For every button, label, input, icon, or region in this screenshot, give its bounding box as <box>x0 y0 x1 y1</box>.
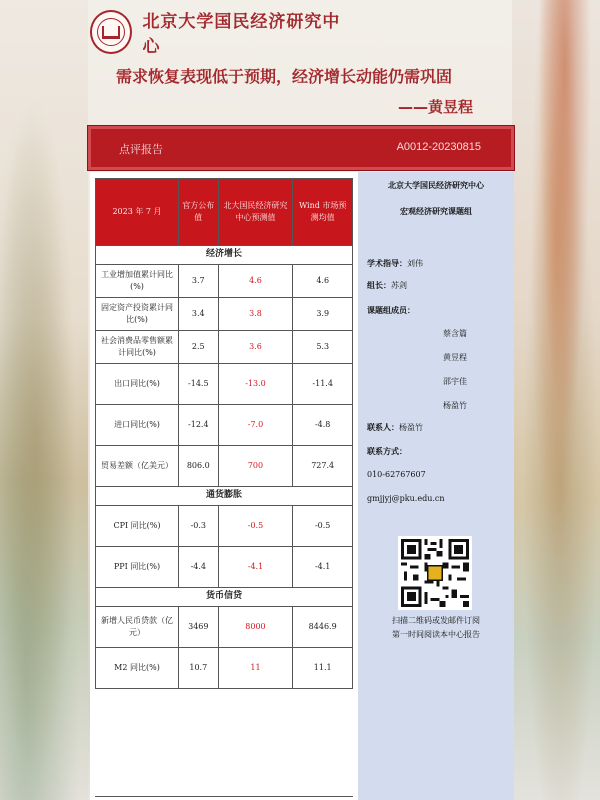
pku-value: -4.1 <box>218 547 293 588</box>
report-type-label: 点评报告 <box>119 143 163 156</box>
official-value: 3.4 <box>179 298 219 331</box>
section-title: 经济增长 <box>96 246 353 265</box>
table-row <box>96 648 353 689</box>
wind-value: -11.4 <box>293 364 353 405</box>
forecast-table <box>95 178 353 689</box>
table-row <box>96 298 353 331</box>
wind-value: -4.8 <box>293 405 353 446</box>
table-row <box>96 607 353 648</box>
official-value: -14.5 <box>179 364 219 405</box>
wind-value: 4.6 <box>293 265 353 298</box>
contact-phone: 010-62767607 <box>367 470 426 479</box>
pku-value: 11 <box>218 648 293 689</box>
table-row <box>96 265 353 298</box>
indicator-name: 社会消费品零售额累计同比(%) <box>96 331 179 364</box>
official-value: 10.7 <box>179 648 219 689</box>
wind-value: 727.4 <box>293 446 353 487</box>
section-title: 通货膨胀 <box>96 487 353 506</box>
table-row <box>96 547 353 588</box>
header-pku-forecast: 北大国民经济研究中心预测值 <box>218 179 293 246</box>
wind-value: 11.1 <box>293 648 353 689</box>
report-author: ——黄昱程 <box>398 98 474 116</box>
background-landscape-left <box>0 0 88 800</box>
pku-value: -0.5 <box>218 506 293 547</box>
leader-line <box>367 280 512 291</box>
wind-value: 5.3 <box>293 331 353 364</box>
header-month: 2023 年 7 月 <box>96 179 179 246</box>
qr-code-icon[interactable] <box>398 536 472 610</box>
report-code: A0012-20230815 <box>396 141 481 153</box>
indicator-name: 新增人民币贷款（亿元） <box>96 607 179 648</box>
advisor-name: 刘伟 <box>407 259 423 268</box>
official-value: -0.3 <box>179 506 219 547</box>
divider <box>95 796 353 797</box>
table-row <box>96 506 353 547</box>
wind-value: -0.5 <box>293 506 353 547</box>
pku-value: -13.0 <box>218 364 293 405</box>
leader-name: 苏剑 <box>391 281 407 290</box>
sidebar-org: 北京大学国民经济研究中心 <box>388 181 484 190</box>
pku-value: 3.8 <box>218 298 293 331</box>
indicator-name: 贸易差额（亿美元） <box>96 446 179 487</box>
header-official: 官方公布值 <box>179 179 219 246</box>
indicator-name: 出口同比(%) <box>96 364 179 405</box>
pku-value: 4.6 <box>218 265 293 298</box>
official-value: 806.0 <box>179 446 219 487</box>
indicator-name: 进口同比(%) <box>96 405 179 446</box>
contact-line <box>367 422 512 433</box>
section-title: 货币信贷 <box>96 588 353 607</box>
indicator-name: M2 同比(%) <box>96 648 179 689</box>
member-name: 邵宇佳 <box>443 377 467 386</box>
leader-label: 组长： <box>367 281 391 290</box>
wind-value: -4.1 <box>293 547 353 588</box>
official-value: -4.4 <box>179 547 219 588</box>
official-value: 2.5 <box>179 331 219 364</box>
indicator-name: PPI 同比(%) <box>96 547 179 588</box>
indicator-name: CPI 同比(%) <box>96 506 179 547</box>
wind-value: 8446.9 <box>293 607 353 648</box>
official-value: 3.7 <box>179 265 219 298</box>
contact-name: 杨盈竹 <box>399 423 423 432</box>
member-name: 杨盈竹 <box>443 401 467 410</box>
advisor-line <box>367 258 512 269</box>
advisor-label: 学术指导： <box>367 259 407 268</box>
pku-seal-icon <box>90 10 132 54</box>
official-value: -12.4 <box>179 405 219 446</box>
members-label: 课题组成员： <box>367 306 415 315</box>
header-wind-forecast: Wind 市场预测均值 <box>293 179 353 246</box>
wind-value: 3.9 <box>293 298 353 331</box>
qr-caption: 扫描二维码或发邮件订阅 第一时间阅读本中心报告 <box>392 616 480 639</box>
indicator-name: 固定资产投资累计同比(%) <box>96 298 179 331</box>
table-row <box>96 405 353 446</box>
pku-value: 700 <box>218 446 293 487</box>
table-row <box>96 331 353 364</box>
pku-value: 8000 <box>218 607 293 648</box>
official-value: 3469 <box>179 607 219 648</box>
logo-text: 北京大学国民经济研究中心 <box>142 12 341 57</box>
indicator-name: 工业增加值累计同比(%) <box>96 265 179 298</box>
center-logo <box>90 10 350 57</box>
background-landscape-right <box>512 0 600 800</box>
contact-label: 联系人： <box>367 423 399 432</box>
member-name: 蔡含篇 <box>443 329 467 338</box>
table-row <box>96 446 353 487</box>
member-name: 黄昱程 <box>443 353 467 362</box>
method-label: 联系方式： <box>367 447 407 456</box>
report-banner <box>88 126 514 170</box>
pku-value: 3.6 <box>218 331 293 364</box>
sidebar-group: 宏观经济研究课题组 <box>400 207 472 216</box>
report-title: 需求恢复表现低于预期，经济增长动能仍需巩固 <box>116 67 453 86</box>
contact-email[interactable]: gmjjyj@pku.edu.cn <box>367 494 445 503</box>
pku-value: -7.0 <box>218 405 293 446</box>
table-row <box>96 364 353 405</box>
